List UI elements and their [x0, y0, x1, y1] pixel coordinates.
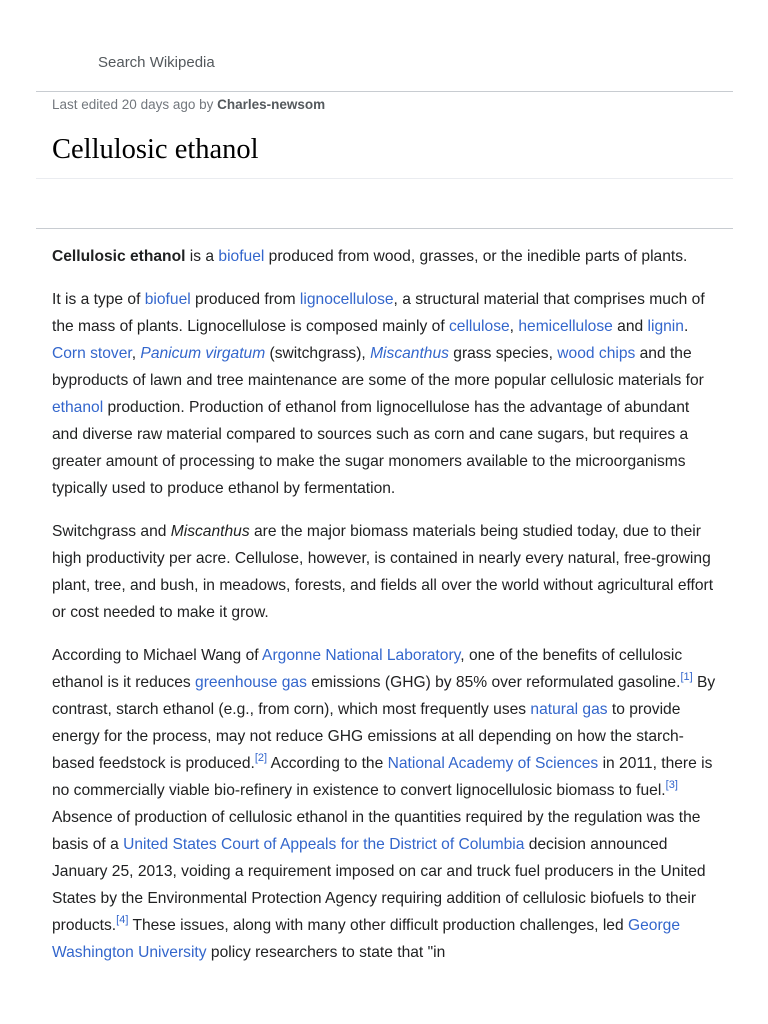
- text: (switchgrass),: [265, 345, 371, 362]
- link-hemicellulose[interactable]: hemicellulose: [518, 318, 613, 335]
- link-biofuel[interactable]: biofuel: [144, 291, 191, 308]
- last-editor-name: Charles-newsom: [217, 97, 326, 112]
- text: and: [612, 318, 648, 335]
- title-divider: [36, 178, 733, 179]
- link-national-academy[interactable]: National Academy of Sciences: [387, 755, 599, 772]
- page-title: Cellulosic ethanol: [52, 134, 259, 165]
- reference-link[interactable]: [4]: [116, 914, 129, 926]
- text: in 2011, there is no commercially viable bio-refinery in existence to convert lignocellulosic biomass to fuel.: [52, 755, 713, 799]
- reference-link[interactable]: [2]: [254, 752, 268, 764]
- lead-term: Cellulosic ethanol: [52, 248, 186, 265]
- text: It is a type of: [52, 291, 145, 308]
- text: Switchgrass and: [52, 523, 171, 540]
- link-cellulose[interactable]: cellulose: [448, 318, 510, 335]
- text: are the major biomass materials being studied today, due to their high productivity per acre. Cellulose, however, is contained in nearly every natural, free-growing plant, tree, and bush, in meadows, forests, and fields all over the world without agricultural effort or cost needed to make it grow.: [52, 523, 714, 621]
- link-argonne[interactable]: Argonne National Laboratory: [262, 647, 461, 664]
- text: production. Production of ethanol from lignocellulose has the advantage of abundant and diverse raw material compared to sources such as corn and cane sugars, but requires a greater amount of processing to make the sugar monomers available to the microorganisms typically used to produce ethanol by fermentation.: [52, 399, 690, 497]
- reference-link[interactable]: [1]: [680, 671, 693, 683]
- text: ,: [131, 345, 141, 362]
- text: According to Michael Wang of: [52, 647, 263, 664]
- text: produced from wood, grasses, or the inedible parts of plants.: [264, 248, 688, 265]
- link-george-washington[interactable]: George Washington University: [52, 917, 680, 961]
- link-lignin[interactable]: lignin: [647, 318, 684, 335]
- reference-link[interactable]: [3]: [665, 779, 678, 791]
- text: and the byproducts of lawn and tree maintenance are some of the more popular cellulosic materials for: [52, 345, 704, 389]
- reference-2[interactable]: [255, 752, 267, 764]
- link-court-of-appeals[interactable]: United States Court of Appeals for the District of Columbia: [123, 836, 525, 853]
- reference-4[interactable]: [116, 914, 128, 926]
- paragraph-switchgrass: [52, 518, 716, 626]
- link-ethanol[interactable]: ethanol: [52, 399, 104, 416]
- last-edited-link[interactable]: [52, 97, 325, 112]
- article-content: [52, 243, 716, 982]
- paragraph-intro: [52, 243, 716, 270]
- italic-term: Miscanthus: [170, 523, 250, 540]
- text: , a structural material that comprises much of the mass of plants. Lignocellulose is composed mainly of: [52, 291, 705, 335]
- text: These issues, along with many other difficult production challenges, led: [128, 917, 628, 934]
- text: decision announced January 25, 2013, voiding a requirement imposed on car and truck fuel producers in the United States by the Environmental Protection Agency requiring addition of cellulosic biofuels to their products.: [52, 836, 706, 934]
- paragraph-materials: [52, 286, 716, 502]
- text: to provide energy for the process, may not reduce GHG emissions at all depending on how the starch-based feedstock is produced.: [52, 701, 684, 772]
- text: policy researchers to state that "in: [206, 944, 446, 961]
- link-miscanthus[interactable]: Miscanthus: [370, 345, 449, 362]
- link-biofuel[interactable]: biofuel: [218, 248, 265, 265]
- text: produced from: [190, 291, 300, 308]
- text: is a: [185, 248, 219, 265]
- search-input[interactable]: Search Wikipedia: [98, 54, 215, 71]
- text: emissions (GHG) by 85% over reformulated gasoline.: [306, 674, 681, 691]
- link-wood-chips[interactable]: wood chips: [557, 345, 636, 362]
- text: By contrast, starch ethanol (e.g., from corn), which most frequently uses: [52, 674, 716, 718]
- header-divider: [36, 91, 733, 92]
- last-edited-text: Last edited 20 days ago by: [52, 97, 218, 112]
- link-lignocellulose[interactable]: lignocellulose: [299, 291, 394, 308]
- text: Absence of production of cellulosic ethanol in the quantities required by the regulation was the basis of a: [52, 809, 701, 853]
- text: grass species,: [448, 345, 558, 362]
- section-divider: [36, 228, 733, 229]
- text: .: [683, 318, 689, 335]
- link-natural-gas[interactable]: natural gas: [530, 701, 608, 718]
- text: According to the: [267, 755, 388, 772]
- link-corn-stover[interactable]: Corn stover: [52, 345, 132, 362]
- reference-1[interactable]: [680, 671, 692, 683]
- link-greenhouse-gas[interactable]: greenhouse gas: [195, 674, 307, 691]
- search-bar[interactable]: [0, 0, 768, 92]
- text: ,: [509, 318, 519, 335]
- reference-3[interactable]: [666, 779, 678, 791]
- link-panicum-virgatum[interactable]: Panicum virgatum: [140, 345, 266, 362]
- paragraph-emissions: [52, 642, 716, 966]
- text: , one of the benefits of cellulosic ethanol is it reduces: [52, 647, 683, 691]
